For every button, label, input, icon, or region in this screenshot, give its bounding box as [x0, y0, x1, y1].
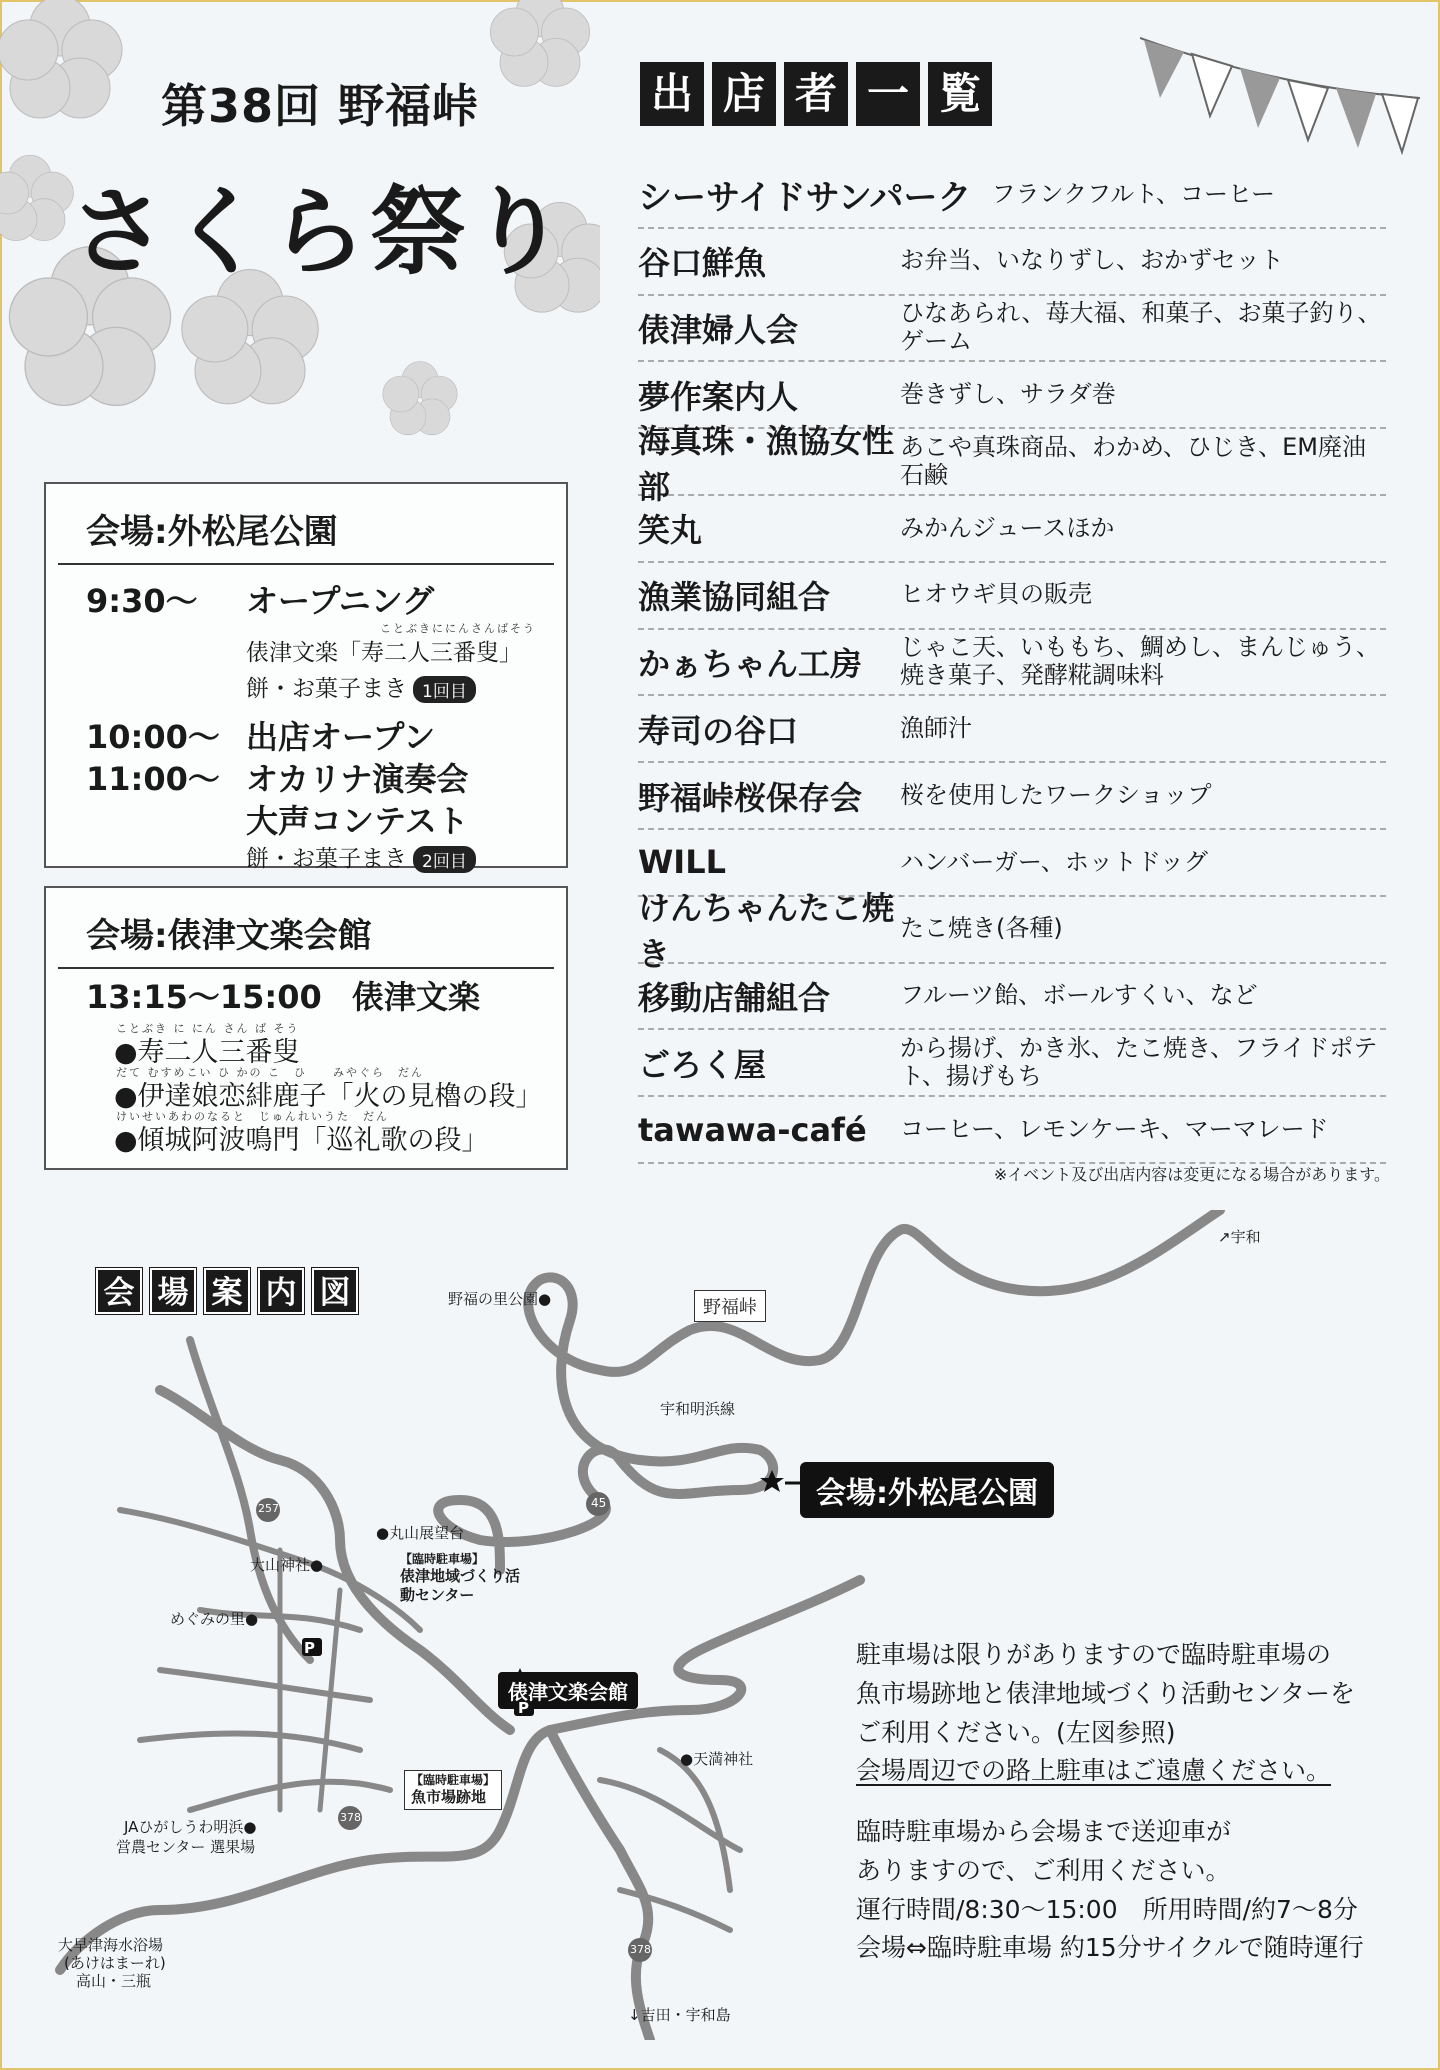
program-item-3: ●傾城阿波鳴門「巡礼歌の段」 [114, 1125, 489, 1156]
temp-parking-1-name: 俵津地域づくり活動センター [400, 1567, 521, 1604]
vendors-heading-char: 店 [712, 62, 776, 126]
vendor-row [638, 229, 1386, 296]
map-beach-2: (あけはまーれ) [64, 1954, 166, 1972]
map-heading-char: 図 [312, 1268, 358, 1314]
map-heading-char: 場 [150, 1268, 196, 1314]
map-nofuku-park: 野福の里公園● [448, 1290, 552, 1308]
parking-line-6: ありますので、ご利用ください。 [856, 1855, 1231, 1885]
vendor-items: フルーツ飴、ボールすくい、など [900, 981, 1258, 1010]
badge-1: 1回目 [413, 676, 476, 703]
side-road-9 [620, 1890, 730, 1930]
parking-line-2: 魚市場跡地と俵津地域づくり活動センターを [856, 1678, 1356, 1708]
map-megumi: めぐみの里● [170, 1610, 259, 1628]
vendor-items: ヒオウギ貝の販売 [900, 580, 1092, 609]
badge-2: 2回目 [413, 846, 476, 873]
vendor-name: WILL [638, 843, 726, 882]
venue2-event: 俵津文楽 [352, 978, 481, 1016]
temp-parking-1-tag: 【臨時駐車場】 [400, 1552, 485, 1566]
venue2-box [44, 886, 568, 1170]
vendors-heading-char: 覧 [928, 62, 992, 126]
venue-callout: 会場:外松尾公園 [800, 1462, 1054, 1518]
mochi-label-2: 餅・お菓子まき [246, 846, 407, 872]
map-route-45: 45 [591, 1496, 607, 1510]
map-ja: JAひがしうわ明浜● [124, 1818, 257, 1836]
vendor-row [638, 162, 1386, 229]
map-yoshida: ↓吉田・宇和島 [628, 2006, 731, 2024]
map-heading-char: 会 [96, 1268, 142, 1314]
vendor-items: 巻きずし、サラダ巻 [900, 379, 1116, 408]
vendor-name: 夢作案内人 [638, 377, 799, 416]
festival-subtitle: 第38回 野福峠 [160, 79, 480, 133]
vendor-items: 桜を使用したワークショップ [900, 780, 1212, 809]
venue2-title: 会場:俵津文楽会館 [58, 888, 554, 969]
vendor-items: フランクフルト、コーヒー [991, 179, 1275, 208]
vendor-row [638, 563, 1386, 630]
vendor-row [638, 630, 1386, 697]
vendor-row [638, 763, 1386, 830]
vendor-items: コーヒー、レモンケーキ、マーマレード [900, 1114, 1329, 1143]
vendor-name: 移動店舗組合 [638, 978, 831, 1017]
venue2-time: 13:15〜15:00 [86, 978, 322, 1016]
vendor-row [638, 296, 1386, 363]
side-road-6 [190, 1782, 390, 1810]
vendor-row [638, 889, 1386, 974]
parking-gap [856, 1791, 1364, 1813]
vendor-list [638, 162, 1386, 1164]
vendor-items: あこや真珠商品、わかめ、ひじき、EM廃油石鹸 [900, 432, 1366, 489]
vendor-row [638, 964, 1386, 1031]
vendor-items: お弁当、いなりずし、おかずセット [900, 246, 1284, 275]
mochi-maki-1 [246, 670, 476, 703]
venue1-box [44, 482, 568, 872]
vendor-items: じゃこ天、いももち、鯛めし、まんじゅう、焼き菓子、発酵糀調味料 [900, 633, 1380, 689]
parking-line-1: 駐車場は限りがありますので臨時駐車場の [856, 1640, 1332, 1669]
temp-parking-2-tag: 【臨時駐車場】 [411, 1773, 496, 1787]
vendors-heading-char: 一 [856, 62, 920, 126]
map-ja-2: 営農センター 選果場 [116, 1838, 256, 1856]
program-item-2: ●伊達娘恋緋鹿子「火の見櫓の段」 [114, 1081, 543, 1112]
vendor-items: 漁師汁 [900, 713, 972, 742]
map-nofuku-pass: 野福峠 [694, 1290, 766, 1322]
change-note: ※イベント及び出店内容は変更になる場合があります。 [993, 1165, 1390, 1184]
vendor-name: 寿司の谷口 [638, 711, 799, 750]
map-route-378a: 378 [340, 1811, 361, 1824]
schedule-event-4: 大声コンテスト [246, 802, 469, 840]
vendor-name: かぁちゃん工房 [638, 644, 863, 683]
vendor-name: 海真珠・漁協女性部 [638, 421, 895, 506]
vendors-heading [640, 62, 992, 126]
map-heading-char: 案 [204, 1268, 250, 1314]
map-tenman: ●天満神社 [680, 1750, 754, 1768]
parking-line-7: 運行時間/8:30〜15:00 所用時間/約7〜8分 [856, 1894, 1358, 1924]
vendor-items: たこ焼き(各種) [900, 914, 1063, 943]
temp-parking-2-name: 魚市場跡地 [411, 1788, 487, 1806]
vendor-name: ごろく屋 [638, 1045, 767, 1084]
festival-title: さくら祭り [70, 176, 570, 288]
schedule-time-2: 10:00〜 [86, 718, 220, 756]
vendor-name: 笑丸 [638, 511, 703, 550]
map-beach-3: 高山・三瓶 [76, 1972, 152, 1990]
map-maruyama: ●丸山展望台 [376, 1524, 465, 1542]
map-beach-1: 大早津海水浴場 [58, 1936, 164, 1954]
mochi-maki-2 [246, 840, 476, 873]
opening-bunraku: 俵津文楽「寿二人三番叟」 [246, 640, 522, 666]
coast-road-2 [550, 1730, 650, 2040]
vendor-name: tawawa-café [638, 1110, 867, 1149]
program-item-1: ●寿二人三番叟 [114, 1037, 300, 1068]
bunraku-callout: 俵津文楽会館 [498, 1672, 638, 1709]
parking-line-3: ご利用ください。(左図参照) [856, 1717, 1176, 1747]
map-p-1: P [304, 1639, 315, 1657]
parking-info [856, 1636, 1364, 1968]
program1-ruby: ことぶき に にん さん ば そう [116, 1022, 300, 1035]
map-route-name: 宇和明浜線 [660, 1400, 736, 1418]
side-road-4 [160, 1670, 370, 1700]
map-p-2: P [518, 1699, 529, 1717]
vendor-row [638, 496, 1386, 563]
vendors-heading-char: 者 [784, 62, 848, 126]
mochi-label-1: 餅・お菓子まき [246, 676, 407, 702]
map-oyama: 大山神社● [250, 1556, 324, 1574]
sub1-ruby: ことぶきににんさんばそう [380, 622, 536, 635]
vendor-name: 野福峠桜保存会 [638, 778, 863, 817]
temp-parking-2 [404, 1770, 502, 1810]
map-route-257: 257 [258, 1502, 279, 1515]
vendors-heading-char: 出 [640, 62, 704, 126]
schedule-event-3: オカリナ演奏会 [246, 760, 469, 798]
schedule-event-2: 出店オープン [246, 718, 436, 756]
program2-ruby: だて むすめこい ひ かの こ ひ みやぐら だん [116, 1066, 424, 1079]
vendor-row [638, 421, 1386, 506]
vendor-name: 谷口鮮魚 [638, 244, 767, 283]
vendor-name: 俵津婦人会 [638, 310, 799, 349]
title-block [60, 70, 580, 293]
vendor-name: シーサイドサンパーク [638, 177, 972, 218]
schedule-time-1: 9:30〜 [86, 582, 198, 620]
venue1-title: 会場:外松尾公園 [58, 484, 554, 565]
vendor-name: 漁業協同組合 [638, 578, 831, 617]
vendor-items: みかんジュースほか [900, 513, 1115, 542]
temp-parking-1 [400, 1552, 530, 1605]
schedule-event-1: オープニング [246, 582, 435, 620]
pennant-banner-icon [1140, 28, 1420, 158]
map-route-378b: 378 [630, 1943, 651, 1956]
program3-ruby: けいせいあわのなると じゅんれいうた だん [116, 1110, 389, 1123]
vendor-row [638, 1097, 1386, 1164]
vendor-row [638, 1030, 1386, 1097]
vendor-name: けんちゃんたこ焼き [638, 889, 895, 974]
vendor-row [638, 696, 1386, 763]
schedule-time-3: 11:00〜 [86, 760, 220, 798]
parking-line-8: 会場⇔臨時駐車場 約15分サイクルで随時運行 [856, 1933, 1364, 1963]
vendor-items: ハンバーガー、ホットドッグ [900, 847, 1208, 876]
map-heading-char: 内 [258, 1268, 304, 1314]
vendor-items: から揚げ、かき氷、たこ焼き、フライドポテト、揚げもち [900, 1034, 1378, 1090]
map-uwa: ↗宇和 [1218, 1228, 1261, 1246]
vendor-items: ひなあられ、苺大福、和菓子、お菓子釣り、ゲーム [900, 299, 1382, 355]
parking-line-4: 会場周辺での路上駐車はご遠慮ください。 [856, 1756, 1332, 1786]
parking-line-5: 臨時駐車場から会場まで送迎車が [856, 1817, 1232, 1846]
